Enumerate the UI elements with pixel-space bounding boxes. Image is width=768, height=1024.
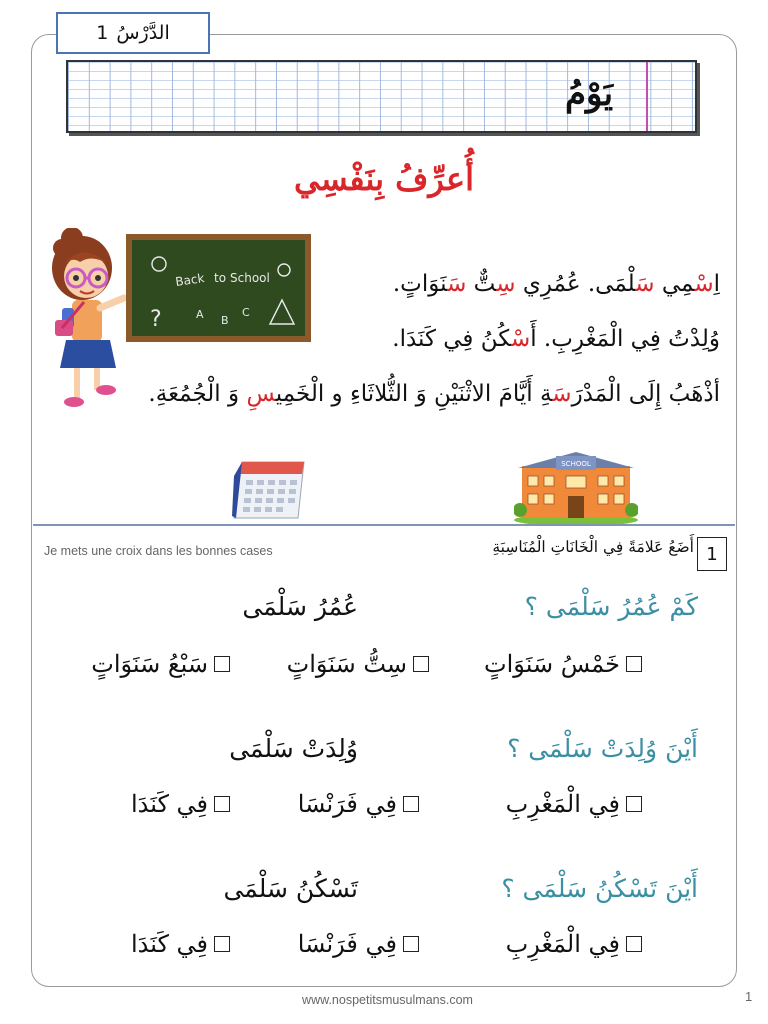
board-word-back: Back [174,271,206,289]
highlighted-letter: سِ [246,380,276,407]
question-3-stem: تَسْكُنُ سَلْمَى [223,874,358,903]
question-1-stem: عُمُرُ سَلْمَى [242,592,358,621]
checkbox[interactable] [626,936,642,952]
school-building-icon [514,448,638,524]
svg-text:?: ? [150,307,162,332]
svg-text:SCHOOL: SCHOOL [561,460,591,468]
highlighted-letter: سَ [552,380,572,407]
question-3-option-3[interactable]: فِي كَنَدَا [131,930,230,958]
board-word-school: School [230,271,270,285]
question-3-option-2[interactable]: فِي فَرَنْسَا [298,930,419,958]
checkbox[interactable] [626,796,642,812]
question-2-option-3[interactable]: فِي كَنَدَا [131,790,230,818]
question-1-option-2[interactable]: سِتُّ سَنَوَاتٍ [287,650,429,678]
highlighted-letter: سَ [635,271,655,297]
margin-line [646,62,648,131]
board-letter-c: C [242,306,250,319]
lesson-title: أُعرِّفُ بِنَفْسِي [294,160,474,198]
checkbox[interactable] [413,656,429,672]
highlighted-letter: سِ [496,271,516,297]
section-divider [33,524,735,526]
checkbox[interactable] [403,796,419,812]
checkbox[interactable] [403,936,419,952]
reading-segment: لْمَى. عُمُرِي [515,271,636,297]
exercise-number: 1 [697,537,727,571]
reading-segment: وَ الْجُمُعَةِ. [148,380,247,407]
lesson-label: الدَّرْسُ [116,22,170,44]
reading-segment: تٌّ [466,271,497,297]
question-3: أَيْنَ تَسْكُنُ سَلْمَى ؟ [501,874,698,903]
reading-line-3 [148,380,720,410]
reading-segment: نَوَاتٍ. [392,271,448,297]
lesson-label-box [56,12,210,54]
board-word-to: to [214,271,227,285]
question-1: كَمْ عُمُرُ سَلْمَى ؟ [524,592,698,621]
highlighted-letter: سَ [447,271,467,297]
reading-line-1 [220,270,720,300]
highlighted-letter: سْ [510,325,531,352]
lesson-number: 1 [96,22,109,44]
handwriting-date-strip [66,60,697,133]
question-2: أَيْنَ وُلِدَتْ سَلْمَى ؟ [507,734,698,763]
checkbox[interactable] [214,796,230,812]
question-1-option-1[interactable]: خَمْسُ سَنَوَاتٍ [484,650,642,678]
reading-segment: مِي [654,271,695,297]
question-2-option-1[interactable]: فِي الْمَغْرِبِ [506,790,642,818]
page-number: 1 [745,989,753,1004]
reading-segment: اِ [713,271,720,297]
highlighted-letter: سْ [694,271,714,297]
question-1-option-3[interactable]: سَبْعُ سَنَوَاتٍ [91,650,230,678]
instruction-arabic: أَضَعُ عَلامَةً فِي الْخَانَاتِ الْمُنَاسِبَةِ [492,538,694,556]
reading-segment: أذْهَبُ إِلَى الْمَدْرَ [571,380,720,407]
checkbox[interactable] [626,656,642,672]
checkbox[interactable] [214,936,230,952]
day-label: يَوْمُ [564,74,614,114]
footer-website[interactable]: www.nospetitsmusulmans.com [302,993,473,1007]
board-letter-b: B [221,314,229,327]
reading-line-2 [220,325,720,355]
reading-segment: كُنُ فِي كَنَدَا. [392,325,511,352]
instruction-french: Je mets une croix dans les bonnes cases [44,544,273,558]
calendar-icon [230,456,308,522]
question-2-option-2[interactable]: فِي فَرَنْسَا [298,790,419,818]
question-2-stem: وُلِدَتْ سَلْمَى [229,734,358,763]
board-letter-a: A [196,308,204,321]
question-3-option-1[interactable]: فِي الْمَغْرِبِ [506,930,642,958]
reading-segment: ةِ أَيَّامَ الاثْنَيْنِ وَ الثُّلاثَاءِ و الْخَمِي [275,380,553,407]
reading-segment: وُلِدْتُ فِي الْمَغْرِبِ. أَ [530,325,720,352]
checkbox[interactable] [214,656,230,672]
